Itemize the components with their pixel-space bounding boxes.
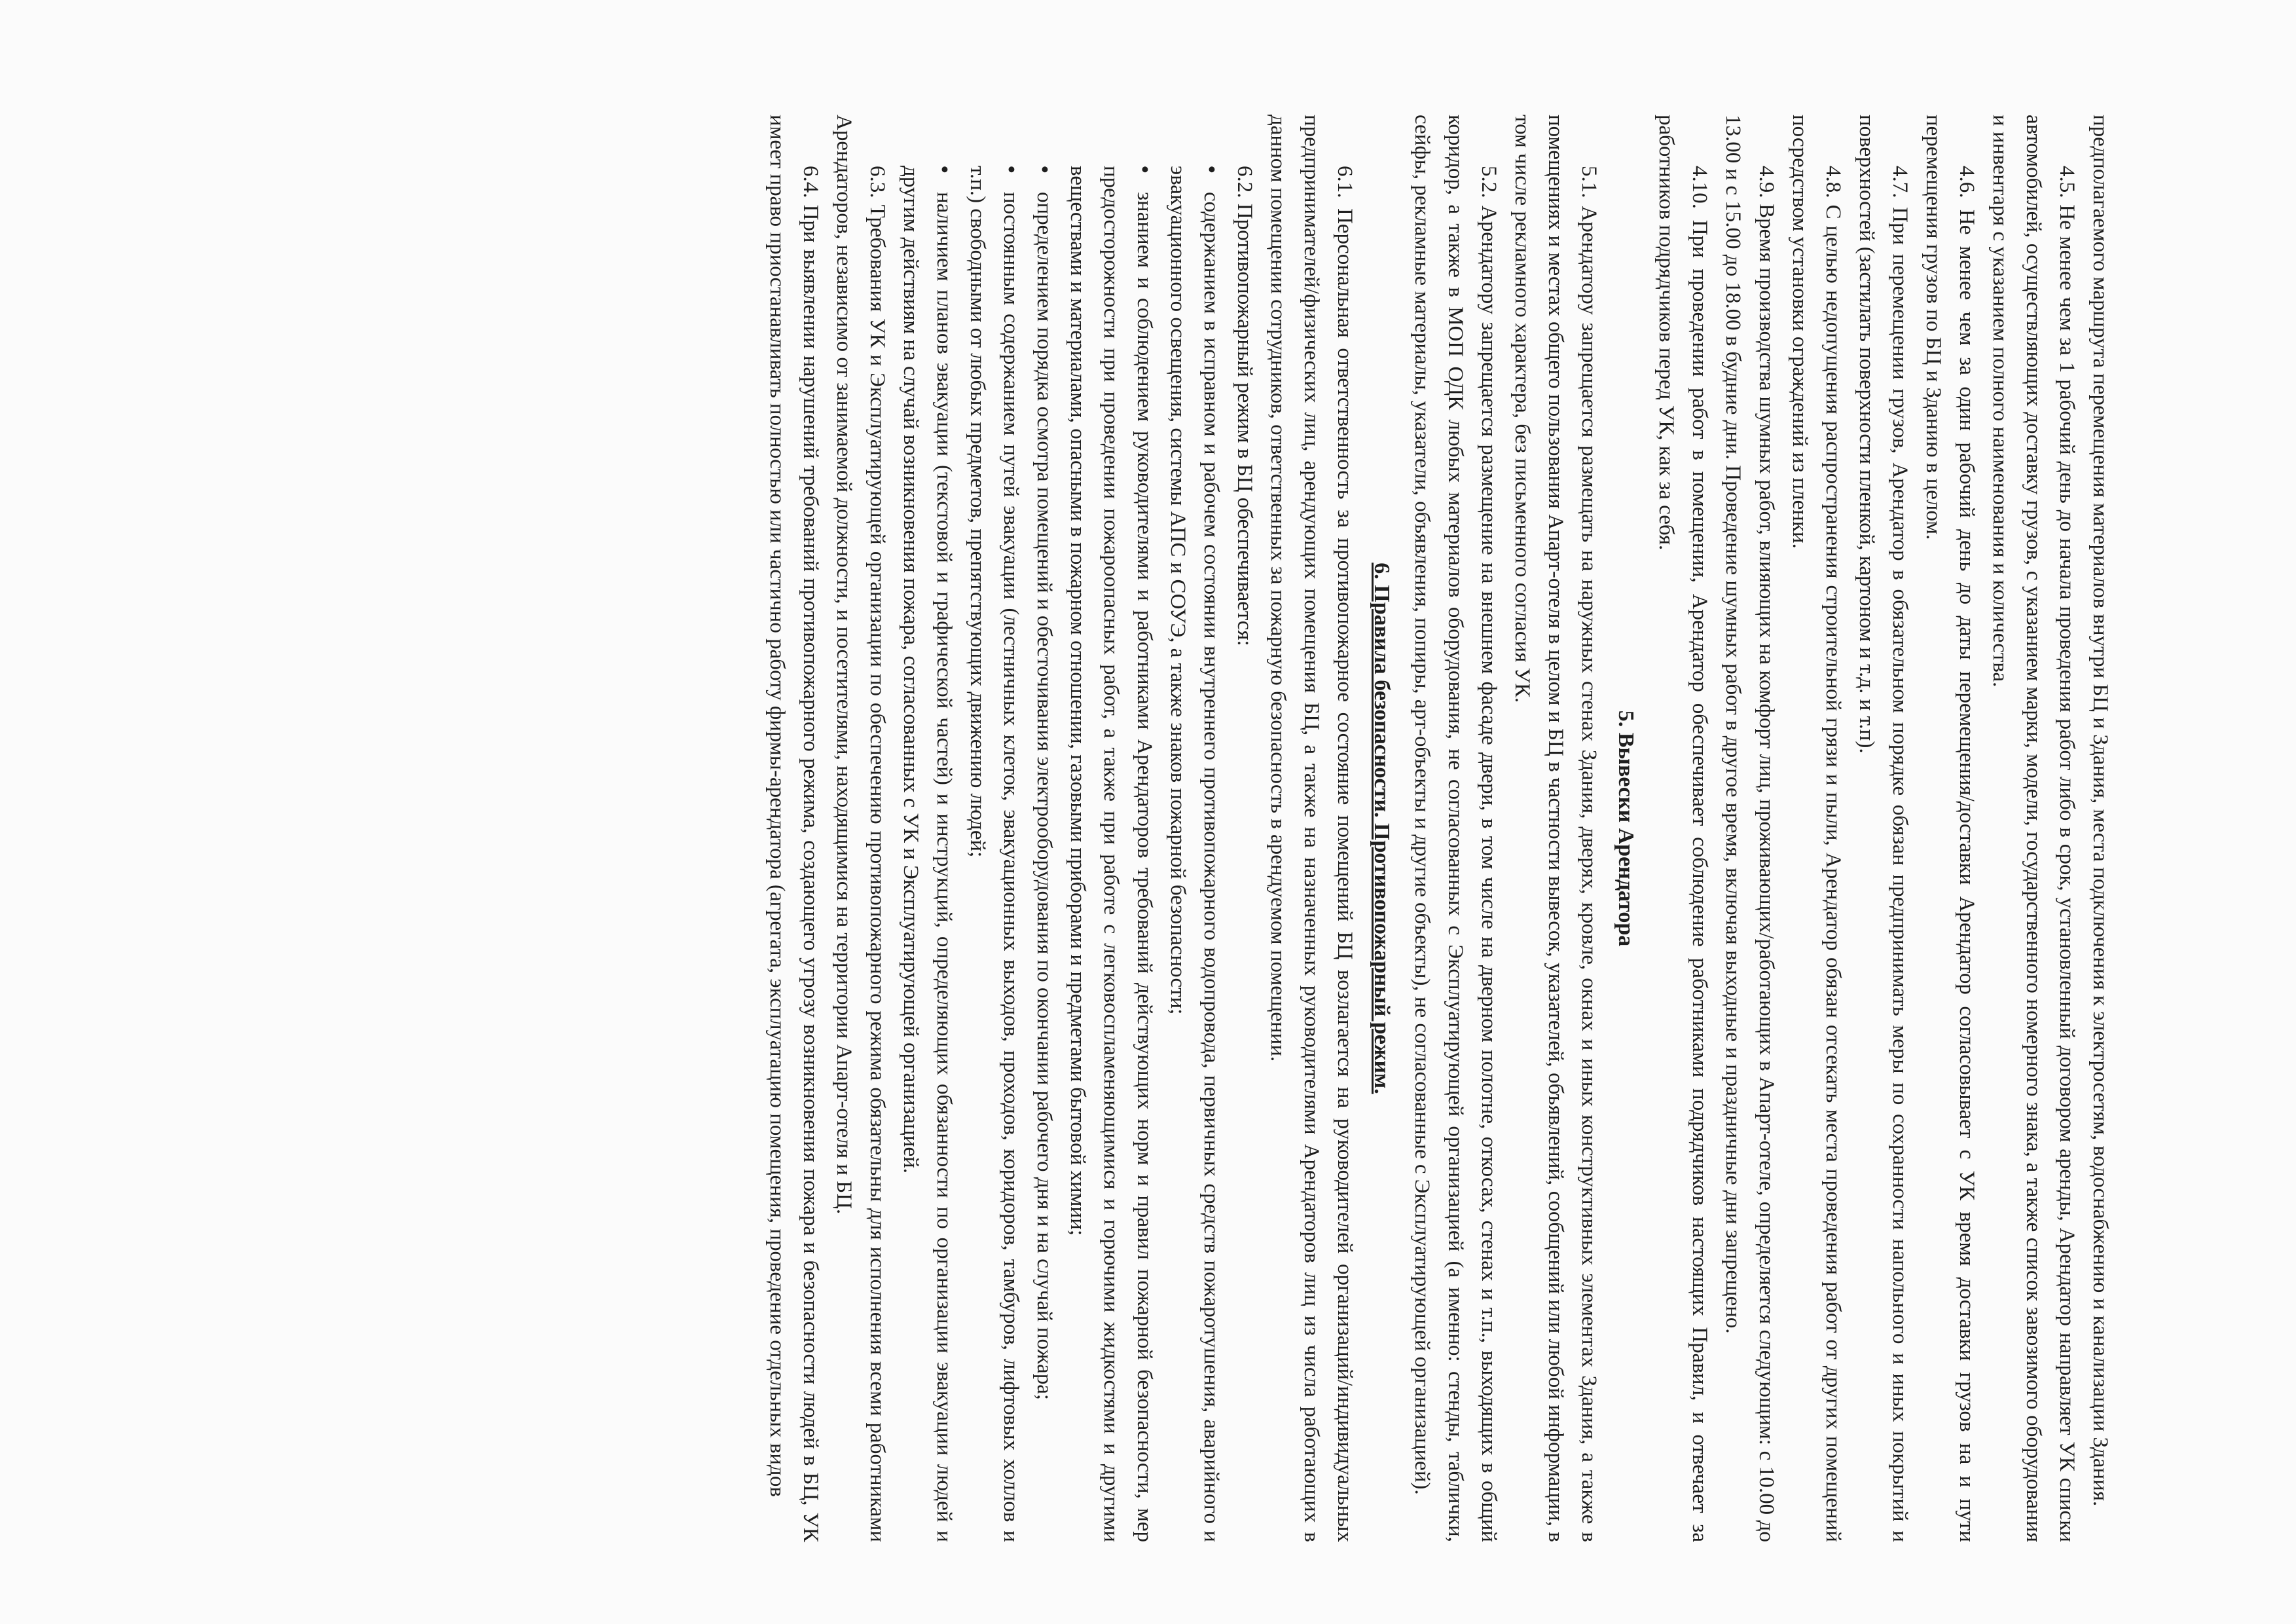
document-body <box>760 115 2117 1542</box>
paragraph-4-8: 4.8. С целью недопущения распространения строительной грязи и пыли, Арендатор обязан отсекать места проведения работ от других помещений посредством установки ограждений из пленки. <box>1788 115 1845 1542</box>
paragraph-6-3: 6.3. Требования УК и Эксплуатирующей организации по обеспечению противопожарного режима обязательны для исполнения всеми работниками Арендаторов, независимо от занимаемой должности, и посетителями, находящимися на территории Апарт-отеля и БЦ. <box>832 115 889 1542</box>
paragraph-6-4: 6.4. При выявлении нарушений требований противопожарного режима, создающего угрозу возникновения пожара и безопасности людей в БЦ, УК имеет право приостанавливать полностью или частично работу фирмы-арендатора (агрегата, эксплуатацию помещения, проведение отдельных видов <box>765 115 822 1542</box>
bullet-icon: • <box>999 166 1023 174</box>
paragraph-4-9: 4.9. Время производства шумных работ, влияющих на комфорт лиц, проживающих/работающих в Апарт-отеле, определяется следующим: с 10.00 до 13.00 и с 15.00 до 18.00 в будние дни. Проведение шумных работ в другое время, включая выходные и праздничные дни запрещено. <box>1721 115 1778 1542</box>
bullet-text: постоянным содержанием путей эвакуации (лестничных клеток, эвакуационных выходов, проходов, коридоров, тамбуров, лифтовых холлов и т.п.) свободными от любых предметов, препятствующих движению людей; <box>966 166 1023 1542</box>
bullet-item <box>894 115 960 1542</box>
section-6-title: 6. Правила безопасности. Противопожарный режим. <box>1370 563 1394 1094</box>
paragraph-4-5: 4.5. Не менее чем за 1 рабочий день до начала проведения работ либо в срок, установленный договором аренды, Арендатор направляет УК списки автомобилей, осуществляющих доставку грузов, с указанием марки, модели, государственного номерного знака, а также список завозимого оборудования и инвентаря с указанием полного наименования и количества. <box>1988 115 2079 1542</box>
bullet-text: содержанием в исправном и рабочем состоянии внутреннего противопожарного водопровода, первичных средств пожаротушения, аварийного и эвакуационного освещения, системы АПС и СОУЭ, а также знаков пожарной безопасности; <box>1166 166 1223 1542</box>
bullet-text: определением порядка осмотра помещений и обесточивания электрооборудования по окончании рабочего дня и на случай пожара; <box>1032 192 1056 1401</box>
paragraph-6-1: 6.1. Персональная ответственность за противопожарное состояние помещений БЦ возлагается на руководителей организаций/индивидуальных предпринимателей/физических лиц, арендующих помещения БЦ, а также на назначенных руководителями Арендаторов лиц из числа работающих в данном помещении сотрудников, ответственных за пожарную безопасность в арендуемом помещении. <box>1266 115 1357 1542</box>
paragraph-4-10: 4.10. При проведении работ в помещении, Арендатор обеспечивает соблюдение работниками подрядчиков настоящих Правил, и отвечает за работников подрядчиков перед УК, как за себя. <box>1654 115 1711 1542</box>
bullet-text: знанием и соблюдением руководителями и работниками Арендаторов требований действующих норм и правил пожарной безопасности, мер предосторожности при проведении пожароопасных работ, а также при работе с легковоспламеняющимися и горючими жидкостями и другими веществами и материалами, опасными в пожарном отношении, газовыми приборами и предметами бытовой химии; <box>1066 166 1156 1542</box>
bullet-icon: • <box>1199 166 1223 174</box>
paragraph-intro: предполагаемого маршрута перемещения материалов внутри БЦ и Здания, места подключения к электросетям, водоснабжению и канализации Здания. <box>2088 115 2112 1507</box>
bullet-item <box>960 115 1027 1542</box>
paragraph-5-1: 5.1. Арендатору запрещается размещать на наружных стенах Здания, дверях, кровле, окнах и иных конструктивных элементах Здания, а также в помещениях и местах общего пользования Апарт-отеля в целом и БЦ в частности вывесок, указателей, объявлений, сообщений или любой информации, в том числе рекламного характера, без письменного согласия УК. <box>1510 115 1601 1542</box>
paragraph-6-2: 6.2. Противопожарный режим в БЦ обеспечивается: <box>1233 166 1256 646</box>
bullet-text: наличием планов эвакуации (текстовой и графической частей) и инструкций, определяющих обязанности по организации эвакуации людей и другим действиям на случай возникновения пожара, согласованных с УК и Эксплуатирующей организацией. <box>899 166 956 1542</box>
bullet-icon: • <box>1133 166 1156 174</box>
bullet-item <box>1161 115 1228 1542</box>
paragraph-4-6: 4.6. Не менее чем за один рабочий день до даты перемещения/доставки Арендатор согласовывает с УК время доставки грузов на и пути перемещения грузов по БЦ и Зданию в целом. <box>1922 115 1978 1542</box>
bullet-item <box>1027 115 1061 1542</box>
section-5-title: 5. Вывески Арендатора <box>1614 710 1638 947</box>
paragraph-4-7: 4.7. При перемещении грузов, Арендатор в обязательном порядке обязан предпринимать меры по сохранности напольного и иных покрытий и поверхностей (застилать поверхности пленкой, картоном и т.д. и т.п). <box>1855 115 1912 1542</box>
bullet-item <box>1061 115 1161 1542</box>
bullet-icon: • <box>932 166 956 174</box>
paragraph-5-2: 5.2. Арендатору запрещается размещение на внешнем фасаде двери, в том числе на дверном полотне, откосах, стенах и т.п., выходящих в общий коридор, а также в МОП ОДК любых материалов оборудования, не согласованных с Эксплуатирующей организацией (а именно: стенды, таблички, сейфы, рекламные материалы, указатели, объявления, попиры, арт-объекты и другие объекты), не согласованные с Эксплуатирующей организацией). <box>1410 115 1501 1542</box>
bullet-icon: • <box>1032 166 1056 174</box>
